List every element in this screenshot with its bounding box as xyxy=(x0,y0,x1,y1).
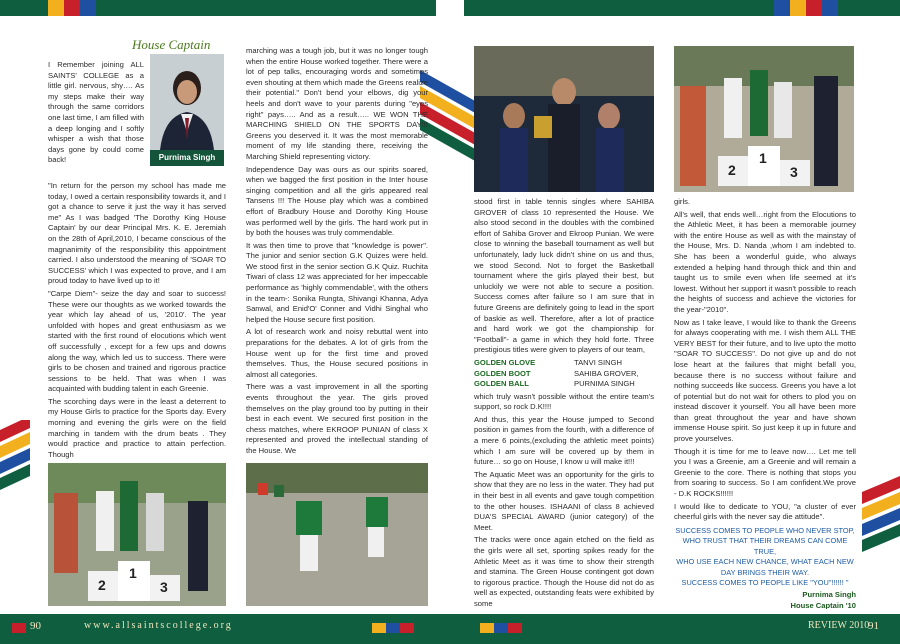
footer-color-square xyxy=(372,623,386,633)
awards-list xyxy=(474,358,654,390)
quote-line: WHO TRUST THAT THEIR DREAMS CAN COME TRUE, xyxy=(682,536,848,556)
paragraph: A lot of research work and noisy rebuttal went into preparations for the debates. A lot of girls from the House went up for the first time and proved themselves. Thus, the House secured positions in almost all categories. xyxy=(246,327,428,379)
paragraph: The scorching days were in the least a deterrent to my House Girls to practice for the Sports day. Every morning and evening the girls were on the field marching in tandem with the drum beats . They would practice and practice to attain perfection. Though xyxy=(48,396,226,459)
award-title: GOLDEN BALL xyxy=(474,379,529,389)
paragraph: stood first in table tennis singles where SAHIBA GROVER of class 10 represented the House. We also stood second in the doubles with the combined effort of Sahiba Grover and Ekroop Punian. We were close to winning the baseball tournament as well but unfortunately, lady luck didn't shine on us and thus, we stood Second. Not to forget the Basketball tournament where the girls played their best, but unluckily we were not able to secure a position. Success comes after failure so I am sure that in future Greens are definitely going to lead in the sport of baskie as well. Therefore, after a lot of practice and hard work we got the championship for "Football"- a game in which they hold forte. Three prestigious titles were given to players of our team, xyxy=(474,197,654,355)
quote-line: WHO USE EACH NEW CHANCE, WHAT EACH NEW xyxy=(676,557,854,567)
paragraph: marching was a tough job, but it was no longer tough when the entire House worked together. There were a lot of pep talks, encouraging words and sometimes even shouting at them which made the Greens realize their potential." Don't bend your elbows, dig your heels and don't wave to your parents during "eyes right" pays….. And as a result….. WE WON THE MARCHING SHIELD ON THE SPORTS DAY!!! Greens you deserved it. It was the most memorable moment of my life standing there, receiving the Marching Shield representing victory. xyxy=(246,46,428,161)
race-photo xyxy=(246,463,428,606)
page-number-right: 91 xyxy=(868,620,879,632)
paragraph: It was then time to prove that "knowledge is power". The junior and senior section G.K Quizes were held. We stood first in the senior section G.K Quiz. Ruchita Tiwari of class 12 was appreciated for her impeccable performance as 'highly commendable', with the others in the team-: Sonika Rungta, Shivangi Khanna, Adya Sanwal, and Enid'O' Conner and Vidhi Singhal who helped the House secure first position. xyxy=(246,240,428,324)
award-winner: SAHIBA GROVER, xyxy=(574,368,639,378)
signature-role: House Captain '10 xyxy=(790,600,856,609)
paragraph: girls. xyxy=(674,197,691,206)
paragraph: All's well, that ends well…right from the Elocutions to the Athletic Meet, it has been a memorable journey with the entire House as well as with the mainstay of the House, Mrs. D. Nanda ,whom I am indebted to. She has been a wonderful guide, who always extended a helping hand through thick and thin and taught us to smile even when life seemed at it's lowest. Without her support it wasn't possible to reach the heights of success and achieve the victories for the year-"2010". xyxy=(674,209,856,314)
portrait-caption: Purnima Singh xyxy=(150,150,224,166)
paragraph: I would like to dedicate to YOU, "a cluster of ever cheerful girls with the never say die attitude". xyxy=(674,501,856,522)
top-color-bar xyxy=(0,0,900,22)
website-url: www.allsaintscollege.org xyxy=(84,620,233,631)
column-1 xyxy=(48,181,226,459)
award-title: GOLDEN BOOT xyxy=(474,368,531,378)
paragraph: which truly wasn't possible without the entire team's support, so rock D.K!!!! xyxy=(474,391,654,412)
column-3 xyxy=(474,197,654,607)
column-4 xyxy=(674,197,856,609)
page-number-left: 90 xyxy=(30,620,41,632)
paragraph: Independence Day was ours as our spirits soared, when we bagged the first position in the Inter house singing competition and all the girls appeared real Tansens !!! The House play which was a combined effort of Bradbury House and Dorothy King House was performed well by the girls. The hard work put in by both the houses was truly commendable. xyxy=(246,164,428,238)
paragraph: "In return for the person my school has made me today, I owed a certain responsibility towards it, and I got a chance to serve it just the way it has served me" As I was badged 'The Dorothy King House Captain' by our dear Principal Mrs. K. E. Jeremiah on the 28th of April,2010, I became conscious of the magnanimity of the responsibility this appointment carried. I also understood the meaning of 'SOAR TO SUCCESS' which I was expected to prove, and I am proud today to have lived up to it! xyxy=(48,181,226,286)
footer-color-square xyxy=(508,623,522,633)
footer-color-square xyxy=(494,623,508,633)
paragraph: And thus, this year the House jumped to Second position in games from the fourth, with a difference of a mere 6 points,(excluding the athletic meet points) which I am sure will be covered up by them in future… so go on House, I know u will make it!!! xyxy=(474,414,654,467)
podium-number: 3 xyxy=(160,579,168,595)
review-label: REVIEW 2010 xyxy=(808,620,870,631)
paragraph: The tracks were once again etched on the field as the girls were all set, sporting spikes ready for the Athletic Meet as it was time to show their strength and stamina. The Green House contingent got down to rigorous practice. Though the House did not do as well as expected, outstanding feats were exhibited by some xyxy=(474,535,654,607)
footer-color-square xyxy=(480,623,494,633)
award-winner: PURNIMA SINGH xyxy=(574,379,635,389)
right-edge-stripes-decoration xyxy=(862,470,900,580)
quote-line: SUCCESS COMES TO PEOPLE LIKE "YOU"!!!!!! " xyxy=(681,578,849,588)
podium-number: 1 xyxy=(129,565,137,581)
signature-name: Purnima Singh xyxy=(802,589,856,599)
award-title: GOLDEN GLOVE xyxy=(474,357,536,367)
podium-photo-right xyxy=(674,46,854,192)
portrait-photo xyxy=(150,54,224,150)
award-winner: TANVI SINGH xyxy=(574,357,622,367)
footer-color-square xyxy=(12,623,26,633)
left-edge-stripes-decoration xyxy=(0,420,30,530)
intro-text: I Remember joining ALL SAINTS' COLLEGE as a little girl. nervous, shy…. As my steps make their way through the same corridors one last time, I am filled with a deep longing and I softly whisper a wish that those days gone by could come back! xyxy=(48,60,144,165)
quote-line: SUCCESS COMES TO PEOPLE WHO NEVER STOP, xyxy=(675,525,855,535)
paragraph: Now as I take leave, I would like to thank the Greens for always cooperating with me. I wish them ALL THE VERY BEST for their future, and to live upto the motto "SOAR TO SUCCESS". Do not give up and do not lose heart at the failures that might befall you, because there is no success without failure and nothing succeeds like success. Greens you have a lot of potential but do not wait for others to plod you on instead discover it yourself. You all have been more than great throughout the year and have shown immense House spirit. So just keep it up in future and prove yourselves. xyxy=(674,317,856,444)
podium-number: 2 xyxy=(98,577,106,593)
paragraph: There was a vast improvement in all the sporting events throughout the year. The girls proved themselves on the play ground too by putting in their best in each event. We secured first position in the chess matches, where EKROOP PUNIAN of class X represented and proved the intellectual standing of the House. We xyxy=(246,382,428,455)
podium-number: 3 xyxy=(790,164,798,180)
podium-photo-left xyxy=(48,463,226,606)
quote-line: DAY BRINGS THEIR WAY. xyxy=(720,567,810,577)
closing-quote xyxy=(674,526,856,589)
footer-color-square xyxy=(400,623,414,633)
paragraph: The Aquatic Meet was an opportunity for the girls to show that they are no less in the water. They had put in their best in all events and gave tough competition to the other houses. ISHAANI of class 8 achieved DUA'S SPECIAL AWARD (junior category) of the Meet. xyxy=(474,469,654,532)
footer-color-square xyxy=(386,623,400,633)
paragraph: "Carpe Diem"- seize the day and soar to success! These were our thoughts as we worked towards the year which lay ahead of us, '2010'. The year unfolded with hopes and great enthusiasm as we started with the first round of elocutions which went off successfully , except for a few ups and downs along the way, which led us to success. There were girls to be chosen and trained and rigorous practice sessions to be held. That was when I was acquainted with budding talent in each Greenie. xyxy=(48,288,226,394)
podium-number: 2 xyxy=(728,162,736,178)
column-2 xyxy=(246,46,428,459)
trophy-presentation-photo xyxy=(474,46,654,192)
page-title: House Captain xyxy=(132,37,211,52)
podium-number: 1 xyxy=(759,150,767,166)
paragraph: Though it is time for me to leave now…. Let me tell you I was a Greenie, am a Greenie and will remain a Greenie to the core. There is nothing that stops you from soaring to success. So I am confident.We prove - D.K ROCKS!!!!!! xyxy=(674,446,856,499)
